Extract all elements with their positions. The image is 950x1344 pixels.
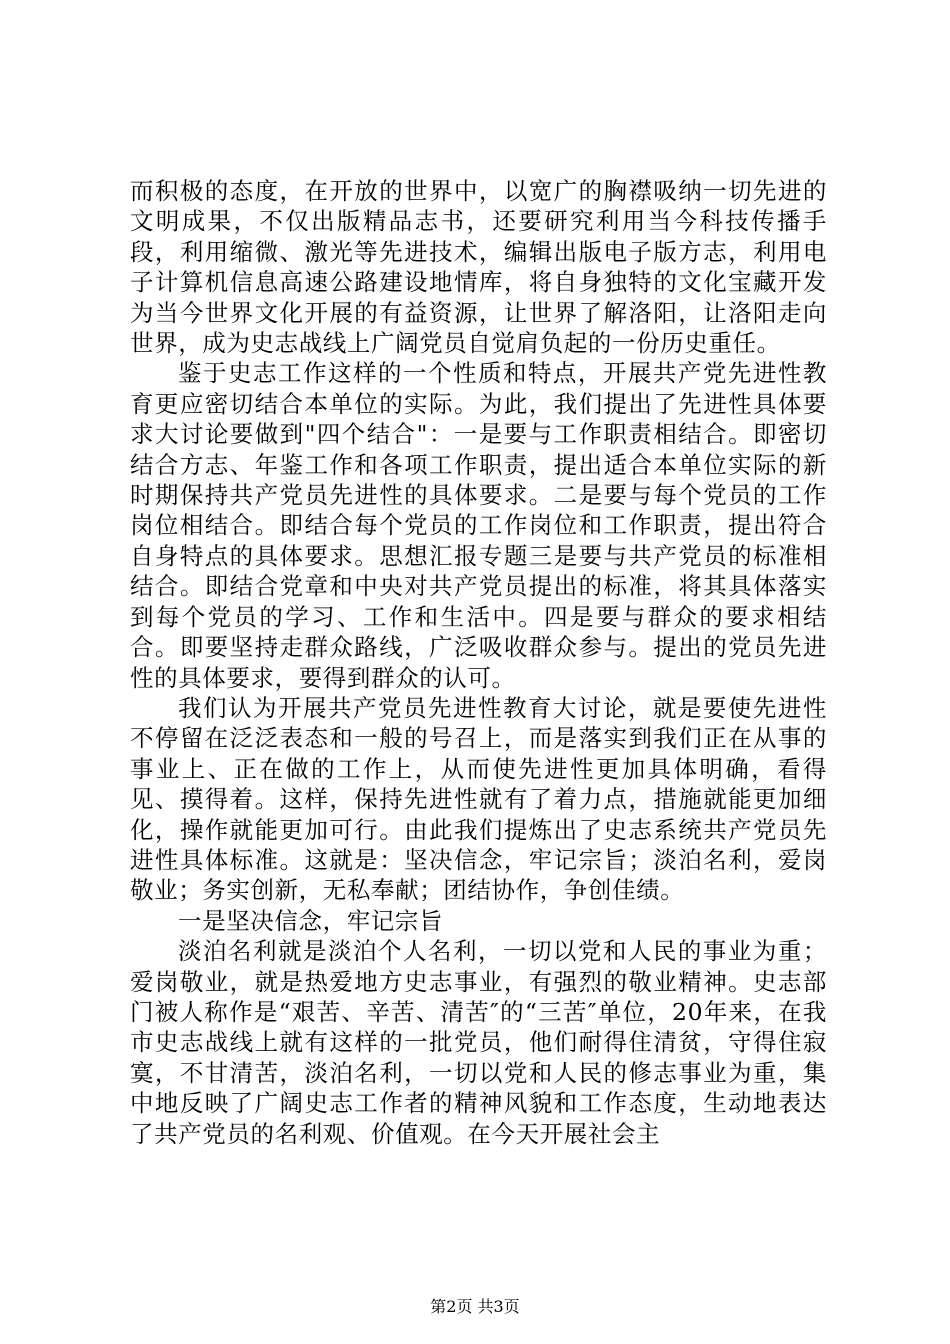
paragraph-advanced-standards: 我们认为开展共产党员先进性教育大讨论，就是要使先进性不停留在泛泛表态和一般的号召上，而是落实到我们正在从事的事业上、正在做的工作上，从而使先进性更加具体明确，看得见、摸得着。这样，保持先进性就有了着力点，措施就能更加细化，操作就能更加可行。由此我们提炼出了史志系统共产党员先进性具体标准。这就是：坚决信念，牢记宗旨；淡泊名利，爱岗敬业；务实创新，无私奉献；团结协作，争创佳绩。 — [130, 693, 827, 905]
paragraph-indifference-to-fame: 淡泊名利就是淡泊个人名利，一切以党和人民的事业为重；爱岗敬业，就是热爱地方史志事业，有强烈的敬业精神。史志部门被人称作是“艰苦、辛苦、清苦″的“三苦″单位，20年来，在我市史志战线上就有这样的一批党员，他们耐得住清贫，守得住寂寞，不甘清苦，淡泊名利，一切以党和人民的修志事业为重，集中地反映了广阔史志工作者的精神风貌和工作态度，生动地表达了共产党员的名利观、价值观。在今天开展社会主 — [130, 937, 827, 1148]
page-number-indicator: 第2页 共3页 — [430, 1297, 520, 1316]
paragraph-continuation: 而积极的态度，在开放的世界中，以宽广的胸襟吸纳一切先进的文明成果，不仅出版精品志书，还要研究利用当今科技传播手段，利用缩微、激光等先进技术，编辑出版电子版方志，利用电子计算机信息高速公路建设地情库，将自身独特的文化宝藏开发为当今世界文化开展的有益资源，让世界了解洛阳，让洛阳走向世界，成为史志战线上广阔党员自觉肩负起的一份历史重任。 — [130, 177, 827, 358]
page-footer — [0, 1297, 950, 1317]
paragraph-four-combinations: 鉴于史志工作这样的一个性质和特点，开展共产党先进性教育更应密切结合本单位的实际。为此，我们提出了先进性具体要求大讨论要做到"四个结合"：一是要与工作职责相结合。即密切结合方志、年鉴工作和各项工作职责，提出适合本单位实际的新时期保持共产党员先进性的具体要求。二是要与每个党员的工作岗位相结合。即结合每个党员的工作岗位和工作职责，提出符合自身特点的具体要求。思想汇报专题三是要与共产党员的标准相结合。即结合党章和中央对共产党员提出的标准，将其具体落实到每个党员的学习、工作和生活中。四是要与群众的要求相结合。即要坚持走群众路线，广泛吸收群众参与。提出的党员先进性的具体要求，要得到群众的认可。 — [130, 359, 827, 692]
document-body — [130, 176, 827, 1149]
section-heading-firm-belief: 一是坚决信念，牢记宗旨 — [178, 906, 444, 935]
